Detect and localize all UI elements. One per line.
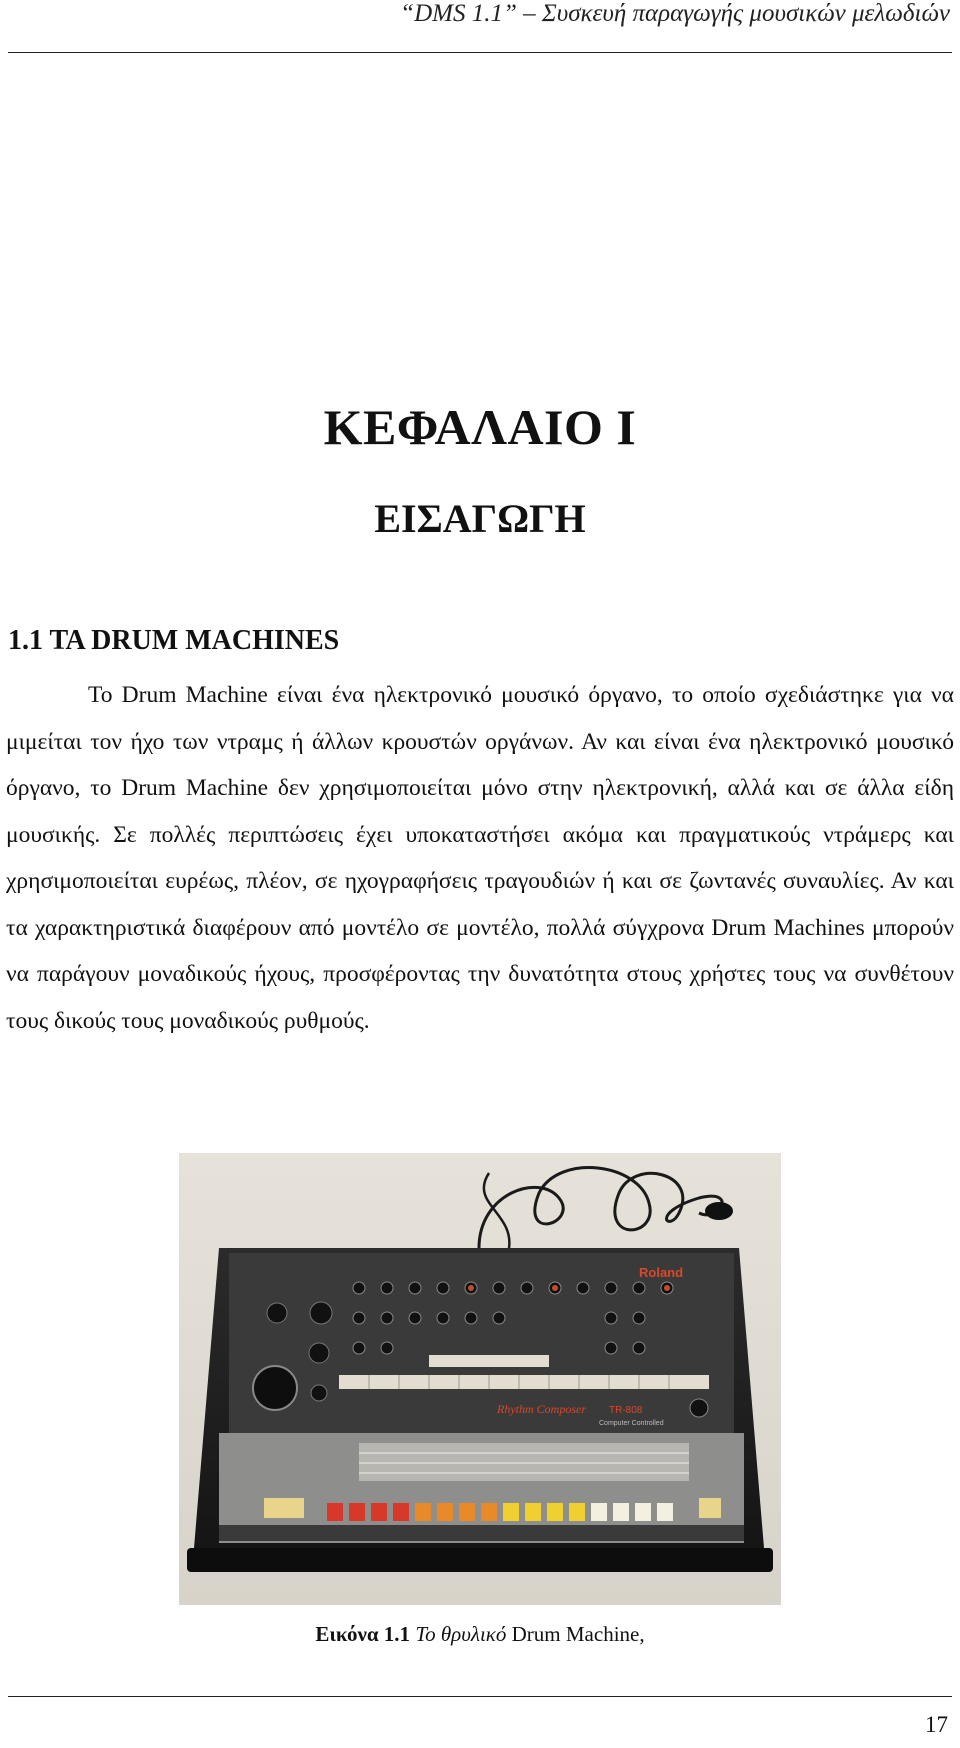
running-header: “DMS 1.1” – Συσκευή παραγωγής μουσικών μελωδιών — [400, 0, 950, 27]
chapter-subtitle: ΕΙΣΑΓΩΓΗ — [374, 496, 586, 541]
body-paragraph: Το Drum Machine είναι ένα ηλεκτρονικό μουσικό όργανο, το οποίο σχεδιάστηκε για να μιμείται τον ήχο των ντραμς ή άλλων κρουστών οργάνων. Αν και είναι ένα ηλεκτρονικό μουσικό όργανο, το Drum Machine δεν χρησιμοποιείται μόνο στην ηλεκτρονική, αλλά και σε άλλα είδη μουσικής. Σε πολλές περιπτώσεις έχει υποκαταστήσει ακόμα και πραγματικούς ντράμερς και χρησιμοποιείται ευρέως, πλέον, σε ηχογραφήσεις τραγουδιών ή και σε ζωντανές συναυλίες. Αν και τα χαρακτηριστικά διαφέρουν από μοντέλο σε μοντέλο, πολλά σύγχρονα Drum Machines μπορούν να παράγουν μοναδικούς ήχους, προσφέροντας την δυνατότητα στους χρήστες τους να συνθέτουν τους δικούς τους μοναδικούς ρυθμούς. — [6, 682, 954, 1034]
figure-caption-italic: Το θρυλικό — [415, 1622, 507, 1646]
header-rule — [8, 52, 952, 53]
page-number: 17 — [925, 1712, 948, 1737]
footer-rule — [8, 1696, 952, 1697]
device-brand: Roland — [639, 1265, 684, 1280]
drum-machine-illustration — [179, 1153, 781, 1605]
figure-label: Εικόνα 1.1 — [315, 1622, 411, 1646]
figure-caption-text: Drum Machine, — [506, 1622, 645, 1646]
device-name: Rhythm Composer — [497, 1402, 586, 1416]
device-model: TR-808 — [609, 1405, 643, 1416]
drum-machine-photo — [179, 1153, 781, 1605]
device-subtitle: Computer Controlled — [599, 1420, 664, 1427]
chapter-title: ΚΕΦΑΛΑΙΟ Ι — [323, 399, 637, 455]
figure-caption — [0, 1622, 960, 1647]
section-heading: 1.1 ΤΑ DRUM MACHINES — [8, 625, 340, 656]
